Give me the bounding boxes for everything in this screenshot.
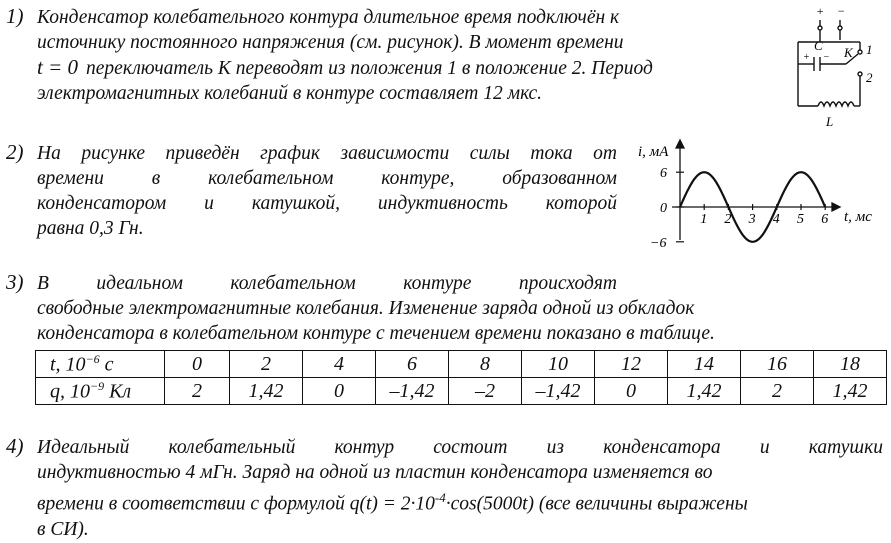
y-tick-label: 6 — [660, 166, 667, 182]
problem-2-number: 2) — [6, 140, 24, 164]
table-cell: 6 — [376, 351, 449, 378]
switch-pos2-label: 2 — [866, 70, 873, 85]
problem-2-line-2: времени в колебательном контуре, образованном — [37, 168, 617, 189]
charge-exponent: −9 — [90, 378, 105, 393]
problem-2-line-1: На рисунке приведён график зависимости силы тока от — [37, 143, 617, 164]
problem-2-line-3: конденсатором и катушкой, индуктивность которой — [37, 193, 617, 214]
time-label: t, 10 — [50, 353, 86, 376]
table-row-time — [36, 351, 887, 378]
charge-table — [35, 350, 887, 405]
problem-4-line-3-wrap — [37, 485, 883, 517]
x-tick-label: 5 — [797, 212, 804, 227]
table-cell: 0 — [595, 378, 668, 405]
battery-plus-label: + — [816, 4, 825, 18]
table-header-charge — [36, 378, 165, 405]
problem-1-line-3: переключатель К переводят из положения 1 в положение 2. Период — [86, 58, 653, 79]
table-cell: 14 — [668, 351, 741, 378]
x-tick-label: 6 — [821, 212, 829, 227]
problem-4-line-4: в СИ). — [37, 518, 89, 540]
problem-2-text — [37, 141, 617, 241]
table-cell: 16 — [741, 351, 814, 378]
problem-1-text — [37, 5, 772, 106]
problem-3-text — [37, 271, 837, 346]
table-cell: 8 — [449, 351, 522, 378]
circuit-diagram — [790, 2, 890, 132]
problem-4-line-3b: ·cos(5000t) (все величины выражены — [445, 493, 748, 515]
switch-pos1-label: 1 — [866, 42, 873, 57]
table-cell: 4 — [303, 351, 376, 378]
y-tick-label: 0 — [660, 201, 667, 216]
y-axis-arrow — [676, 140, 684, 148]
switch-label: К — [844, 45, 853, 60]
table-cell: –2 — [449, 378, 522, 405]
inductor-label: L — [826, 114, 834, 129]
x-tick-label: 3 — [748, 212, 756, 227]
y-axis-label: i, мА — [638, 144, 669, 160]
problem-4-exponent: -4 — [434, 490, 446, 505]
charge-unit: Кл — [104, 380, 132, 403]
table-cell: 1,42 — [230, 378, 303, 405]
capacitor-label: C — [814, 38, 823, 53]
problem-1-line-2: источнику постоянного напряжения (см. рисунок). В момент времени — [37, 32, 624, 53]
problem-1-line-1: Конденсатор колебательного контура длительное время подключён к — [37, 7, 620, 28]
problem-4-number: 4) — [6, 434, 24, 458]
table-cell: –1,42 — [376, 378, 449, 405]
table-header-time — [36, 351, 165, 378]
problem-1-line-4: электромагнитных колебаний в контуре составляет 12 мкс. — [37, 83, 542, 104]
problem-3-number: 3) — [6, 270, 24, 294]
problem-4-line-1: Идеальный колебательный контур состоит из конденсатора и катушки — [37, 437, 883, 458]
current-chart — [632, 136, 887, 248]
table-cell: 2 — [741, 378, 814, 405]
problem-2-line-4: равна 0,3 Гн. — [37, 218, 144, 239]
y-tick-label: −6 — [650, 235, 667, 248]
problem-1-formula: t = 0 — [37, 55, 79, 79]
table-cell: 10 — [522, 351, 595, 378]
battery-minus-label: − — [837, 4, 846, 18]
table-cell: –1,42 — [522, 378, 595, 405]
x-tick-label: 1 — [700, 212, 708, 227]
time-exponent: −6 — [85, 351, 100, 366]
charge-label: q, 10 — [50, 380, 90, 403]
problem-4-line-2: индуктивностью 4 мГн. Заряд на одной из пластин конденсатора изменяется во — [37, 462, 713, 483]
table-cell: 2 — [230, 351, 303, 378]
problem-3-line-1: В идеальном колебательном контуре происходят — [37, 273, 617, 294]
table-cell: 18 — [814, 351, 887, 378]
problem-3-line-2: свободные электромагнитные колебания. Изменение заряда одной из обкладок — [37, 298, 695, 319]
x-tick-label: 4 — [772, 212, 780, 227]
capacitor-minus-label: − — [823, 52, 830, 63]
x-tick-label: 2 — [724, 212, 732, 227]
x-axis-label: t, мс — [844, 209, 872, 225]
table-cell: 12 — [595, 351, 668, 378]
problem-1-number: 1) — [6, 4, 24, 28]
table-cell: 2 — [165, 378, 230, 405]
table-cell: 0 — [165, 351, 230, 378]
problem-3-line-3: конденсатора в колебательном контуре с течением времени показано в таблице. — [37, 323, 715, 344]
problem-1-line-3-wrap — [37, 55, 772, 81]
problem-4-text — [37, 435, 883, 542]
x-axis-arrow — [832, 203, 840, 211]
table-cell: 1,42 — [668, 378, 741, 405]
table-cell: 1,42 — [814, 378, 887, 405]
table-row-charge — [36, 378, 887, 405]
capacitor-plus-label: + — [803, 52, 810, 63]
table-cell: 0 — [303, 378, 376, 405]
time-unit: с — [99, 353, 114, 376]
problem-4-line-3a: времени в соответствии с формулой q(t) = 2·10 — [37, 493, 435, 515]
